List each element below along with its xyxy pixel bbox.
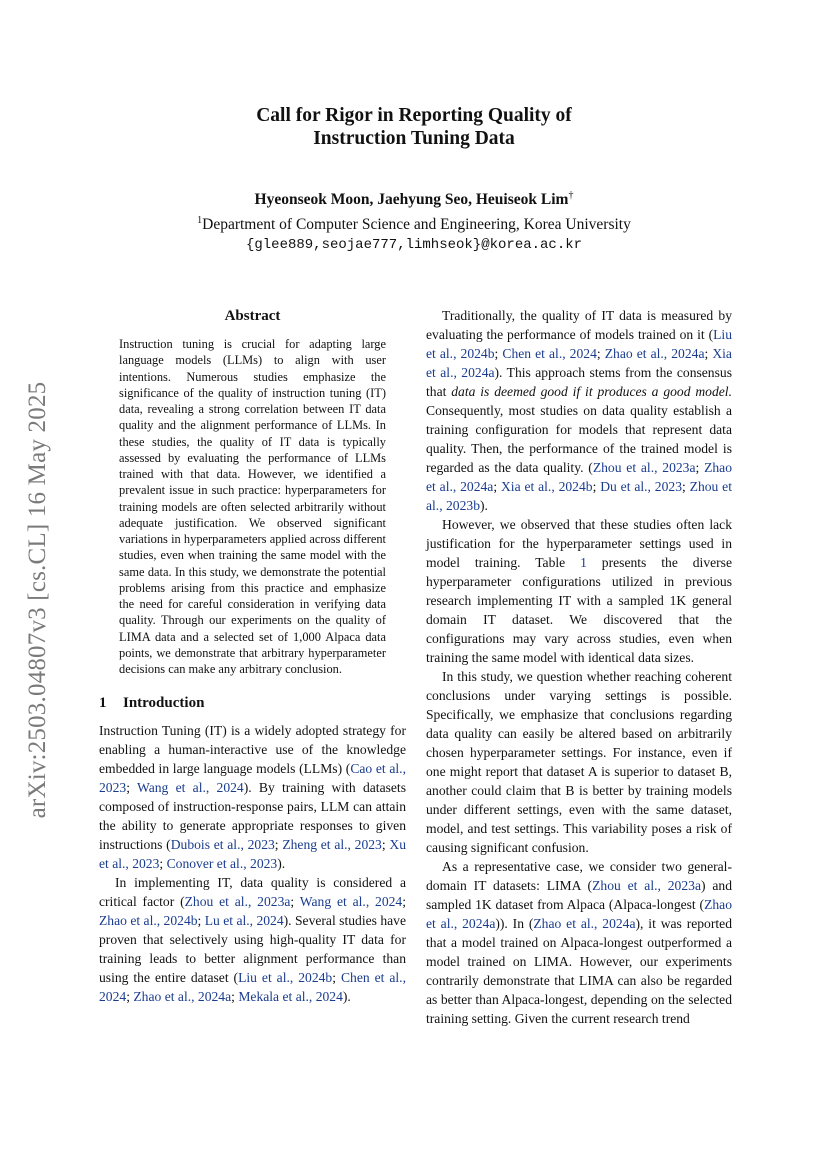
text-run: ; <box>159 856 167 872</box>
citation-link[interactable]: Wang et al., 2024 <box>136 780 244 796</box>
section-heading-introduction <box>99 693 406 713</box>
text-run: Traditionally, the quality of IT data is measured by evaluating the performance of models trained on it ( <box>426 308 732 342</box>
citation-link[interactable]: Zhao et al., 2024a <box>426 897 732 931</box>
citation-link[interactable]: Chen et al., 2024 <box>99 970 406 1005</box>
citation-link[interactable]: Cao et al., 2023 <box>99 761 406 796</box>
text-run: ; <box>493 479 501 494</box>
text-run: ). <box>342 989 351 1005</box>
text-run: As a representative case, we consider two general-domain IT datasets: LIMA ( <box>426 859 732 893</box>
intro-paragraph-3 <box>426 306 732 515</box>
text-run: ; <box>197 913 205 929</box>
citation-link[interactable]: Zhou et al., 2023a <box>184 894 291 910</box>
text-run: ). <box>277 856 286 872</box>
citation-link[interactable]: Zhao et al., 2024a <box>604 346 705 361</box>
text-run: However, we observed that these studies often lack justification for the hyperparameter settings used in model training. Table <box>426 517 732 570</box>
author-block <box>0 185 828 256</box>
citation-link[interactable]: Zhao et al., 2024a <box>533 916 636 931</box>
text-run: ). <box>480 498 488 513</box>
section-number: 1 <box>99 695 107 712</box>
citation-link[interactable]: Xia et al., 2024b <box>500 479 593 494</box>
citation-link[interactable]: Liu et al., 2024b <box>238 970 333 986</box>
text-run: Consequently, most studies on data quality establish a training configuration for models that represent data quality. Then, the performance of the trained model is regarded as the data quality. ( <box>426 403 732 475</box>
left-column <box>99 306 406 1006</box>
citation-link[interactable]: Dubois et al., 2023 <box>170 837 275 853</box>
text-run: ; <box>231 989 239 1005</box>
text-run: presents the diverse hyperparameter configurations utilized in previous research implementing IT with a sampled 1K general domain IT dataset. We discovered that the configurations may vary across studies, even when training the same model with identical data sizes. <box>426 555 733 665</box>
citation-link[interactable]: Zhao et al., 2024a <box>426 460 733 494</box>
citation-link[interactable]: Zhou et al., 2023a <box>592 460 696 475</box>
abstract-heading: Abstract <box>224 308 281 324</box>
paper-title <box>0 104 828 150</box>
text-run: ; <box>290 894 300 910</box>
citation-link[interactable]: Du et al., 2023 <box>600 479 682 494</box>
text-run: ; <box>704 346 713 361</box>
affiliation-line <box>0 210 828 235</box>
text-run: ; <box>274 837 283 853</box>
citation-link[interactable]: Zhao et al., 2024a <box>133 989 232 1005</box>
text-run: ; <box>126 780 137 796</box>
right-column <box>426 306 732 1028</box>
intro-paragraph-1 <box>99 721 406 873</box>
text-run: Instruction Tuning (IT) is a widely adopted strategy for enabling a human-interactive use of the knowledge embedded in large language models (LLMs) ( <box>99 723 406 777</box>
text-run: ; <box>332 970 341 986</box>
citation-link[interactable]: Zhou et al., 2023b <box>426 479 732 513</box>
text-run: ; <box>592 479 601 494</box>
text-run: ; <box>126 989 134 1005</box>
text-run: ; <box>402 894 407 910</box>
email-address: {glee889,seojae777,limhseok}@korea.ac.kr <box>245 237 583 253</box>
intro-paragraph-5: In this study, we question whether reaching coherent conclusions under varying settings is possible. Specifically, we emphasize that conclusions regarding data quality can easily be altered based on arbitrarily chosen hyperparameter settings. For instance, even if one might report that dataset A is superior to dataset B, another could claim that B is better by training models under different settings, even with the same dataset, model, and test settings. This variability poses a risk of causing significant confusion. <box>426 669 732 855</box>
text-run: ), it was reported that a model trained on Alpaca-longest outperformed a model trained on LIMA. However, our experiments contrarily demonstrate that LIMA can also be regarded as better than Alpaca-longest, depending on the selected training setting. Given the current research trend <box>426 916 732 1026</box>
citation-link[interactable]: Xu et al., 2023 <box>99 837 406 872</box>
text-run: )). In ( <box>495 916 534 931</box>
citation-link[interactable]: Chen et al., 2024 <box>502 346 597 361</box>
citation-link[interactable]: Lu et al., 2024 <box>204 913 284 929</box>
section-title: Introduction <box>123 695 205 712</box>
text-run: ). This approach stems from the consensus that <box>426 365 732 399</box>
text-run: ; <box>682 479 690 494</box>
citation-link[interactable]: Zheng et al., 2023 <box>282 837 382 853</box>
citation-link[interactable]: Liu et al., 2024b <box>426 327 732 361</box>
arxiv-identifier-text: arXiv:2503.04807v3 [cs.CL] 16 May 2025 <box>24 381 51 819</box>
text-run: ; <box>596 346 605 361</box>
text-run: ; <box>381 837 390 853</box>
title-line-1: Call for Rigor in Reporting Quality of <box>256 105 572 126</box>
emphasized-text: data is deemed good if it produces a good model. <box>451 384 732 399</box>
affiliation-mark: 1 <box>197 215 203 226</box>
arxiv-identifier <box>21 355 55 845</box>
citation-link[interactable]: Zhou et al., 2023a <box>592 878 701 893</box>
citation-link[interactable]: Zhao et al., 2024b <box>99 913 198 929</box>
text-run: ; <box>494 346 503 361</box>
abstract-body: Instruction tuning is crucial for adapting large language models (LLMs) to align with user intentions. Numerous studies emphasize the significance of the quality of instruction tuning (IT) data, revealing a strong correlation between IT data quality and the alignment performance of LLMs. In these studies, the quality of IT data is typically assessed by evaluating the performance of LLMs trained with that data. However, we identified a prevalent issue in such practice: hyperparameters for training models are often selected arbitrarily without adequate justification. We observed significant variations in hyperparameters applied across different studies, even when training the same model with the same data. In this study, we demonstrate the potential problems arising from this practice and emphasize the need for careful consideration in verifying data quality. Through our experiments on the quality of LIMA data and a selected set of 1,000 Alpaca data points, we demonstrate that arbitrary hyperparameter decisions can make any arbitrary conclusion. <box>119 337 386 676</box>
citation-link[interactable]: Wang et al., 2024 <box>299 894 403 910</box>
citation-link[interactable]: Mekala et al., 2024 <box>238 989 343 1005</box>
text-run: ). By training with datasets composed of instruction-response pairs, LLM can attain the ability to generate appropriate responses to given instructions ( <box>99 780 406 853</box>
citation-link[interactable]: Xia et al., 2024a <box>426 346 732 380</box>
text-run: ; <box>695 460 705 475</box>
intro-paragraph-6 <box>426 857 732 1028</box>
text-run: ) and sampled 1K dataset from Alpaca (Alpaca-longest ( <box>426 878 732 912</box>
text-run: ). Several studies have proven that selectively using high-quality IT data for training leads to better alignment performance than using the entire dataset ( <box>99 913 406 986</box>
citation-link[interactable]: Conover et al., 2023 <box>166 856 278 872</box>
author-names: Hyeonseok Moon, Jaehyung Seo, Heuiseok Lim <box>254 191 569 208</box>
table-reference-link[interactable]: 1 <box>580 555 587 570</box>
title-line-2: Instruction Tuning Data <box>313 128 515 149</box>
affiliation: Department of Computer Science and Engineering, Korea University <box>202 216 631 233</box>
author-names-line <box>0 185 828 210</box>
intro-paragraph-4 <box>426 515 732 667</box>
text-run: In implementing IT, data quality is considered a critical factor ( <box>99 875 406 910</box>
intro-paragraph-2 <box>99 873 406 1006</box>
corresponding-mark: † <box>568 190 574 201</box>
